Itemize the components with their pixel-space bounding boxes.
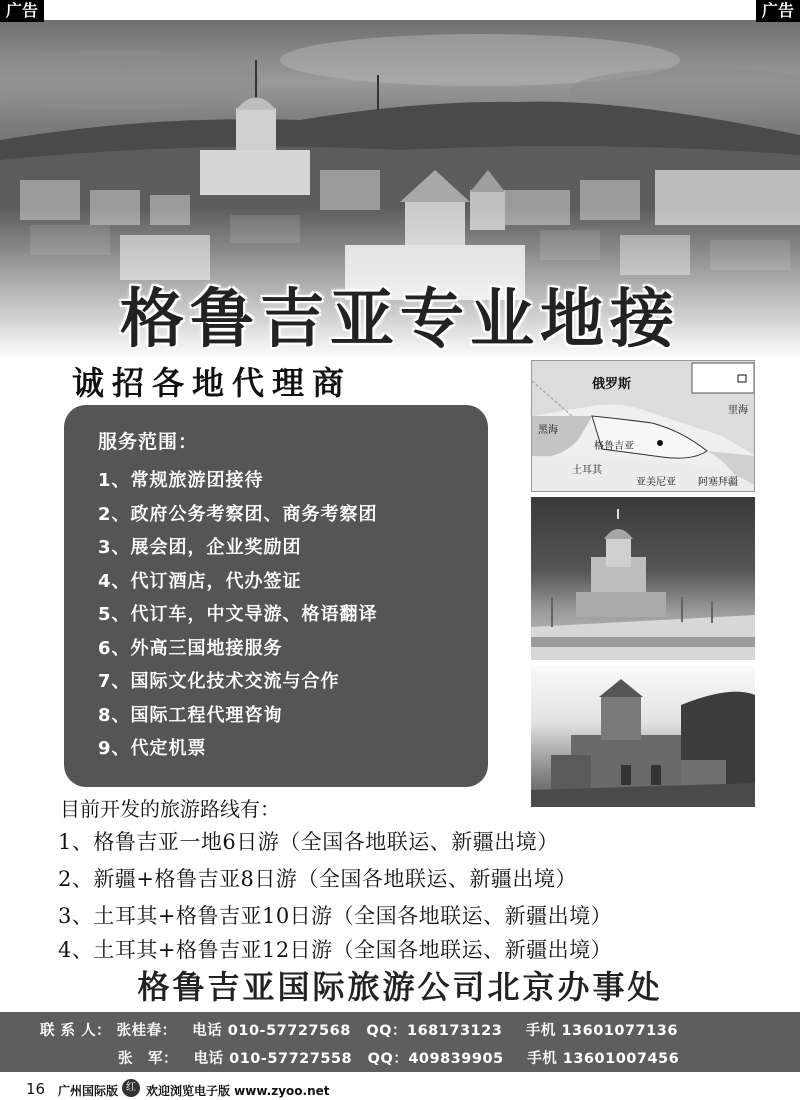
page-footer — [0, 1074, 800, 1100]
contact-mobile: 手机 13601077136 — [525, 1023, 678, 1039]
subtitle-recruit-agents: 诚招各地代理商 — [72, 364, 353, 402]
page-number: 16 — [26, 1080, 46, 1098]
contact-phone: 电话 010-57727568 — [192, 1023, 351, 1039]
contact-bar — [0, 1012, 800, 1072]
georgia-region-map — [531, 360, 755, 492]
ad-label-left: 广告 — [0, 0, 44, 22]
map-label-black-sea: 黑海 — [538, 425, 558, 436]
service-item: 4、代订酒店，代办签证 — [98, 570, 302, 592]
services-heading: 服务范围： — [98, 431, 199, 453]
service-item: 3、展会团，企业奖励团 — [98, 537, 302, 558]
contact-row-1 — [40, 1019, 678, 1040]
service-item: 2、政府公务考察团、商务考察团 — [98, 503, 378, 525]
contact-qq: QQ：409839905 — [367, 1051, 504, 1067]
service-item: 9、代定机票 — [98, 738, 207, 759]
website-link[interactable]: 欢迎浏览电子版 www.zyoo.net — [146, 1084, 330, 1098]
publication-logo-icon: 红 — [122, 1079, 140, 1097]
cathedral-plaza-photo — [531, 497, 755, 660]
old-monastery-photo — [531, 665, 755, 807]
route-item: 3、土耳其+格鲁吉亚10日游（全国各地联运、新疆出境） — [58, 904, 613, 928]
ad-label-right: 广告 — [756, 0, 800, 22]
services-panel — [64, 405, 488, 787]
route-item: 1、格鲁吉亚一地6日游（全国各地联运、新疆出境） — [58, 830, 559, 854]
map-label-russia: 俄罗斯 — [592, 377, 632, 392]
map-label-azerbaijan: 阿塞拜疆 — [698, 477, 738, 488]
office-name: 格鲁吉亚国际旅游公司北京办事处 — [137, 968, 663, 1006]
route-item: 4、土耳其+格鲁吉亚12日游（全国各地联运、新疆出境） — [58, 938, 613, 962]
service-item: 8、国际工程代理咨询 — [98, 704, 283, 726]
contact-qq: QQ：168173123 — [366, 1023, 503, 1039]
main-title: 格鲁吉亚专业地接 — [120, 283, 680, 357]
service-item: 6、外高三国地接服务 — [98, 637, 283, 659]
contact-name: 张 军： — [118, 1051, 178, 1067]
map-label-turkey: 土耳其 — [572, 465, 602, 476]
map-label-caspian: 里海 — [728, 405, 748, 416]
service-item: 1、常规旅游团接待 — [98, 470, 264, 491]
service-item: 5、代订车，中文导游、格语翻译 — [98, 604, 378, 625]
publication-name: 广州国际版 — [58, 1084, 119, 1098]
contact-label: 联 系 人： — [40, 1023, 112, 1039]
map-label-georgia: 格鲁吉亚 — [594, 441, 634, 452]
contact-row-2 — [118, 1047, 679, 1068]
contact-phone: 电话 010-57727558 — [193, 1051, 353, 1067]
map-label-armenia: 亚美尼亚 — [636, 477, 676, 488]
contact-name: 张桂春： — [116, 1023, 177, 1039]
routes-heading: 目前开发的旅游路线有： — [60, 797, 280, 821]
route-item: 2、新疆+格鲁吉亚8日游（全国各地联运、新疆出境） — [58, 867, 577, 891]
contact-mobile: 手机 13601007456 — [527, 1051, 680, 1067]
service-item: 7、国际文化技术交流与合作 — [98, 671, 340, 692]
